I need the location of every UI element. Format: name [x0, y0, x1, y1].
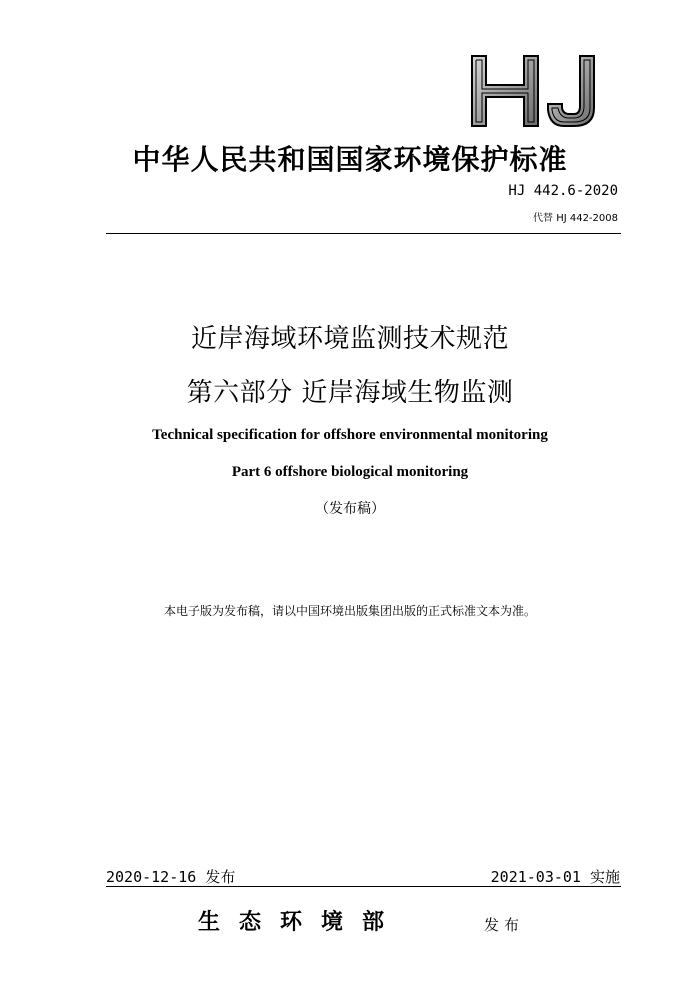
organization-title: 中华人民共和国国家环境保护标准 [132, 143, 568, 176]
publisher-verb: 发布 [484, 916, 525, 934]
replaces-note: 代替 HJ 442-2008 [533, 213, 618, 224]
header-divider [106, 233, 621, 234]
footer-divider [106, 886, 621, 887]
title-line-2: 第六部分 近岸海域生物监测 [186, 378, 514, 408]
implementation-date: 2021-03-01 实施 [490, 868, 620, 886]
release-status: （发布稿） [315, 501, 385, 517]
issue-date: 2020-12-16 发布 [106, 868, 236, 886]
english-title-line-2: Part 6 offshore biological monitoring [231, 464, 469, 480]
title-line-1: 近岸海域环境监测技术规范 [190, 324, 509, 354]
standard-number: HJ 442.6-2020 [508, 183, 618, 199]
publisher-name: 生态环境部 [198, 909, 404, 935]
electronic-version-notice: 本电子版为发布稿，请以中国环境出版集团出版的正式标准文本为准。 [163, 604, 536, 618]
english-title-line-1: Technical specification for offshore environmental monitoring [152, 427, 548, 443]
hj-logo-icon [468, 52, 602, 130]
